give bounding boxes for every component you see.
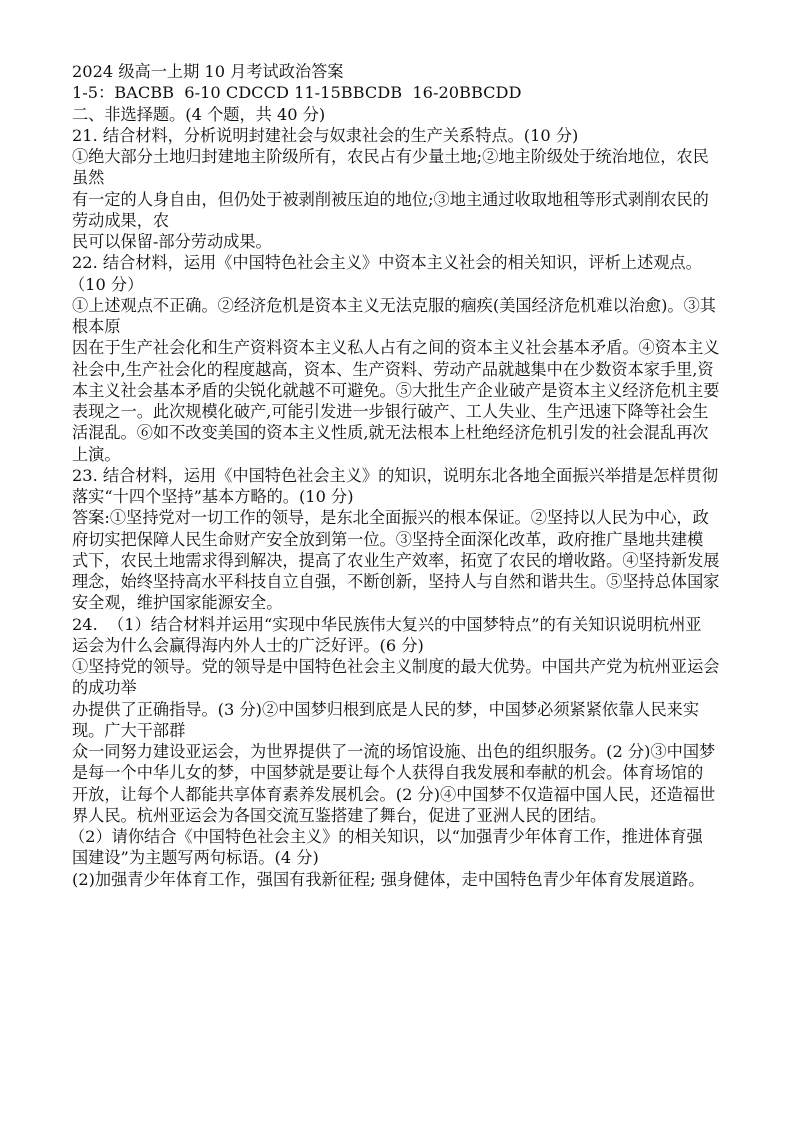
question-22-answer-line: 上演。 xyxy=(72,444,121,464)
question-23-answer-line: 理念，始终坚持高水平科技自立自强，不断创新，坚持人与自然和谐共生。⑤坚持总体国家 xyxy=(72,572,720,591)
question-24-part-1-answer-line: 的成功举 xyxy=(72,678,137,698)
question-23-answer-line: 答案:①坚持党对一切工作的领导，是东北全面振兴的根本保证。②坚持以人民为中心，政 xyxy=(72,508,709,528)
question-24-part-2-prompt: （2）请你结合《中国特色社会主义》的相关知识，以“加强青少年体育工作，推进体育强 xyxy=(69,827,703,846)
question-22-answer-line: 根本原 xyxy=(72,317,121,336)
question-24-part-1-answer-line: 界人民。杭州亚运会为各国交流互鉴搭建了舞台，促进了亚洲人民的团结。 xyxy=(72,805,607,825)
question-24-part-2-answer-line: (2)加强青少年体育工作，强国有我新征程; 强身健体，走中国特色青少年体育发展道路。 xyxy=(72,869,705,889)
question-22-answer-line: 表现之一。此次规模化破产,可能引发进一步银行破产、工人失业、生产迅速下降等社会生 xyxy=(72,402,709,421)
question-24-part-1-answer-line: 现。广大干部群 xyxy=(72,720,186,740)
question-22-answer-line: 社会中,生产社会化的程度越高，资本、生产资料、劳动产品就越集中在少数资本家手里,资 xyxy=(72,359,714,379)
question-24-part-1-answer-line: ①坚持党的领导。党的领导是中国特色社会主义制度的最大优势。中国共产党为杭州亚运会 xyxy=(72,657,720,676)
question-21-answer-line: ①绝大部分土地归封建地主阶级所有，农民占有少量土地;②地主阶级处于统治地位，农民 xyxy=(72,147,709,166)
question-24-part-2-prompt: 国建设”为主题写两句标语。(4 分) xyxy=(72,848,319,868)
question-24-part-1-answer-line: 是每一个中华儿女的梦，中国梦就是要让每个人获得自我发展和奉献的机会。体育场馆的 xyxy=(72,763,704,783)
question-22-prompt-points: （10 分） xyxy=(69,274,144,294)
question-22-answer-line: 本主义社会基本矛盾的尖锐化就越不可避免。⑤大批生产企业破产是资本主义经济危机主要 xyxy=(72,380,720,400)
question-24-part-1-prompt: 24. （1）结合材料并运用“实现中华民族伟大复兴的中国梦特点”的有关知识说明杭州亚 xyxy=(72,614,702,634)
question-22-answer-line: ①上述观点不正确。②经济危机是资本主义无法克服的痼疾(美国经济危机难以治愈)。③其 xyxy=(72,295,716,315)
question-23-answer-line: 安全观，维护国家能源安全。 xyxy=(72,593,283,613)
multiple-choice-answer-key: 1-5：BACBB 6-10 CDCCD 11-15BBCDB 16-20BBCDD xyxy=(72,83,522,103)
document-title: 2024 级高一上期 10 月考试政治答案 xyxy=(72,62,344,81)
question-23-answer-line: 府切实把保障人民生命财产安全放到第一位。③坚持全面深化改革，政府推广垦地共建模 xyxy=(72,529,704,549)
question-21-answer-line: 劳动成果，农 xyxy=(72,210,170,230)
question-21-answer-line: 有一定的人身自由，但仍处于被剥削被压迫的地位;③地主通过收取地租等形式剥削农民的 xyxy=(72,189,709,209)
question-24-part-1-answer-line: 办提供了正确指导。(3 分)②中国梦归根到底是人民的梦，中国梦必须紧紧依靠人民来实 xyxy=(72,699,700,719)
question-22-answer-line: 活混乱。⑥如不改变美国的资本主义性质,就无法根本上杜绝经济危机引发的社会混乱再次 xyxy=(72,423,709,443)
question-23-prompt: 落实“十四个坚持”基本方略的。(10 分) xyxy=(72,487,354,506)
question-22-prompt: 22. 结合材料，运用《中国特色社会主义》中资本主义社会的相关知识，评析上述观点。 xyxy=(72,253,702,273)
question-24-part-1-answer-line: 开放，让每个人都能共享体育素养发展机会。(2 分)④中国梦不仅造福中国人民，还造福世 xyxy=(72,784,716,804)
question-21-answer-line: 虽然 xyxy=(72,168,105,188)
question-21-prompt: 21. 结合材料，分析说明封建社会与奴隶社会的生产关系特点。(10 分) xyxy=(72,125,579,145)
question-21-answer-line: 民可以保留-部分劳动成果。 xyxy=(72,232,272,251)
question-22-answer-line: 因在于生产社会化和生产资料资本主义私人占有之间的资本主义社会基本矛盾。④资本主义 xyxy=(72,338,720,358)
question-23-prompt: 23. 结合材料，运用《中国特色社会主义》的知识，说明东北各地全面振兴举措是怎样贯彻 xyxy=(72,465,719,485)
section-heading: 二、非选择题。(4 个题，共 40 分) xyxy=(72,104,326,124)
question-24-part-1-prompt: 运会为什么会赢得海内外人士的广泛好评。(6 分) xyxy=(72,635,424,655)
question-23-answer-line: 式下，农民土地需求得到解决，提高了农业生产效率，拓宽了农民的增收路。④坚持新发展 xyxy=(72,550,720,570)
question-24-part-1-answer-line: 众一同努力建设亚运会，为世界提供了一流的场馆设施、出色的组织服务。(2 分)③中国梦 xyxy=(72,742,716,761)
